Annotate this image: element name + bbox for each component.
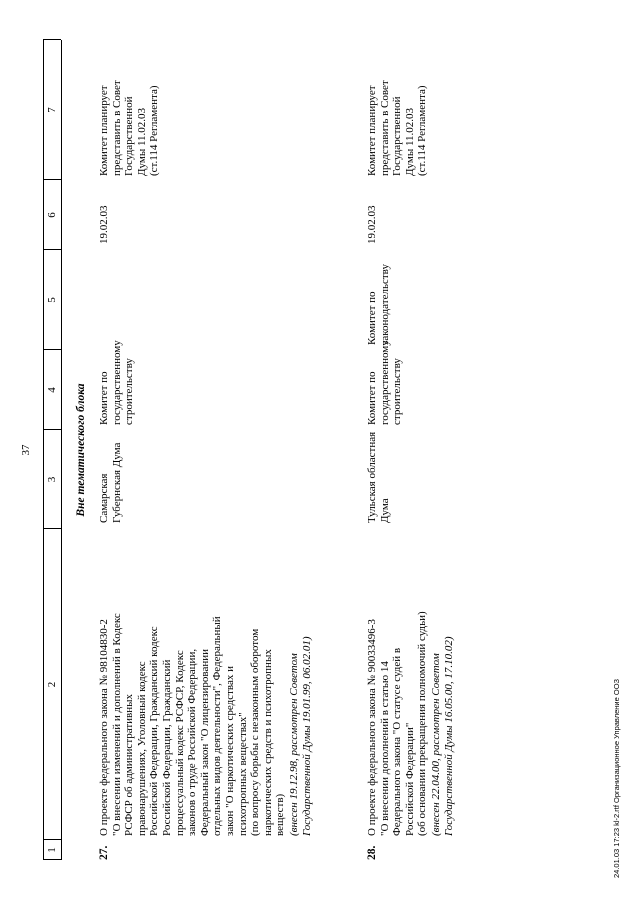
column-header-4: 4 bbox=[46, 387, 58, 393]
page-footer: 24.01.03 17:23 kl-2.rtf Организационное Управление ООЗ bbox=[612, 678, 621, 878]
row-number: 27. bbox=[98, 845, 110, 860]
row-remark: Комитет планирует представить в Совет Государственной Думы 11.02.03 (ст.114 Регламента) bbox=[98, 80, 161, 176]
column-header-3: 3 bbox=[46, 476, 58, 483]
row-title: О проекте федерального закона № 90033496-3 "О внесении дополнений в статью 14 Федерального закона "О статусе судей в Российской Федерации" (об основании прекращения полномочий судьи) bbox=[366, 611, 429, 836]
column-header-6: 6 bbox=[46, 212, 58, 218]
row-title: О проекте федерального закона № 98104830-2 "О внесении изменений и дополнений в Кодекс РСФСР об административных правонарушениях, Уголовный кодекс Российской Федерации, Гражданский кодекс Российской Федерации, Гражданский процессуальный кодекс РСФСР, Кодекс законов о труде Российской Федерации, Федеральный закон "О лицензировании отдельных видов деятельности", Федеральный закон "О наркотических средствах и психотропных веществах" (по вопросу борьбы с незаконным оборотом наркотических средств и психотропных веществ) bbox=[98, 613, 287, 836]
row-remark: Комитет планирует представить в Совет Государственной Думы 11.02.03 (ст.114 Регламента) bbox=[366, 80, 429, 176]
row-committee: Комитет по государственному строительству bbox=[98, 340, 136, 425]
header-bottom-border bbox=[61, 40, 62, 860]
row-committee: Комитет по государственному строительству bbox=[366, 340, 404, 425]
row-initiator: Самарская Губернская Дума bbox=[98, 442, 123, 523]
row-date: 19.02.03 bbox=[366, 205, 378, 244]
section-title: Вне тематического блока bbox=[75, 383, 87, 517]
row-initiator: Тульская областная Дума bbox=[366, 431, 391, 523]
column-header-5: 5 bbox=[46, 297, 58, 303]
row-note: (внесен 19.12.98, рассмотрен Советом Государственной Думы 19.01.99, 06.02.01) bbox=[288, 636, 313, 836]
row-date: 19.02.03 bbox=[98, 205, 110, 244]
row-number: 28. bbox=[366, 845, 378, 860]
column-header-7: 7 bbox=[46, 107, 58, 113]
column-header-2: 2 bbox=[46, 681, 58, 688]
page-number: 37 bbox=[20, 444, 32, 456]
row-note: (внесен 22.04.00, рассмотрен Советом Государственной Думы 16.05.00, 17.10.02) bbox=[430, 636, 455, 836]
column-header-1: 1 bbox=[46, 847, 58, 853]
row-col5: Комитет по законодательству bbox=[366, 264, 391, 345]
